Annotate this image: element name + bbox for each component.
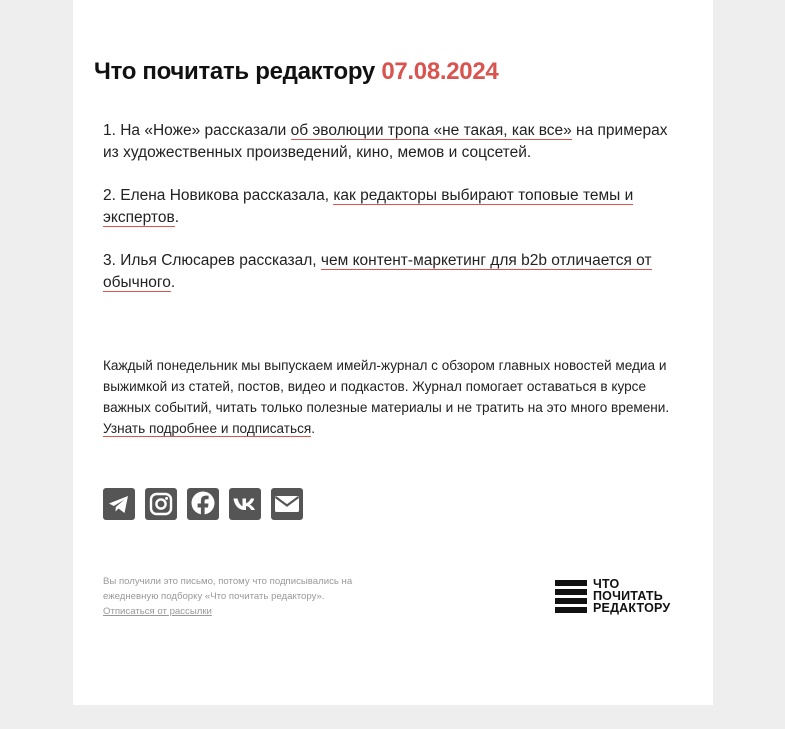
brand-logo[interactable] (555, 578, 670, 614)
page-title (94, 58, 498, 86)
title-date: 07.08.2024 (381, 58, 499, 85)
list-item (103, 185, 673, 229)
item-prefix: 3. Илья Слюсарев рассказал, (103, 252, 321, 269)
logo-line: РЕДАКТОРУ (593, 601, 671, 615)
item-suffix: на примерах из художественных произведений, кино, мемов и соцсетей. (103, 122, 668, 161)
article-list (103, 120, 673, 315)
logo-bars-icon (555, 580, 587, 613)
item-prefix: 2. Елена Новикова рассказала, (103, 187, 334, 204)
vk-icon[interactable] (229, 488, 261, 520)
telegram-icon[interactable] (103, 488, 135, 520)
subscribe-link[interactable]: Узнать подробнее и подписаться (103, 421, 312, 436)
about-text: Каждый понедельник мы выпускаем имейл-журнал с обзором главных новостей медиа и выжимкой из статей, постов, видео и подкастов. Журнал помогает оставаться в курсе важных событий, читать только полезные материалы и не тратить на это много времени. (103, 358, 670, 415)
instagram-icon[interactable] (145, 488, 177, 520)
email-icon[interactable] (271, 488, 303, 520)
logo-line: ПОЧИТАТЬ (593, 589, 663, 603)
article-link[interactable]: как редакторы выбирают топовые темы и экспертов (103, 187, 634, 226)
article-link[interactable]: чем контент-маркетинг для b2b отличается от обычного (103, 252, 652, 291)
email-card (73, 0, 713, 705)
about-suffix: . (311, 421, 316, 436)
item-suffix: . (174, 209, 179, 226)
title-text: Что почитать редактору (94, 58, 375, 85)
logo-line: ЧТО (593, 577, 620, 591)
unsubscribe-link[interactable]: Отписаться от рассылки (103, 606, 212, 617)
footer-text: Вы получили это письмо, потому что подписывались на ежедневную подборку «Что почитать редактору». (103, 576, 353, 602)
list-item (103, 120, 673, 164)
footer-note (103, 574, 393, 619)
item-suffix: . (170, 274, 176, 291)
item-prefix: 1. На «Ноже» рассказали (103, 122, 291, 139)
article-link[interactable]: об эволюции тропа «не такая, как все» (290, 122, 572, 139)
about-paragraph (103, 355, 688, 439)
list-item (103, 250, 673, 294)
facebook-icon[interactable] (187, 488, 219, 520)
logo-text (593, 578, 670, 614)
social-links (103, 488, 303, 520)
